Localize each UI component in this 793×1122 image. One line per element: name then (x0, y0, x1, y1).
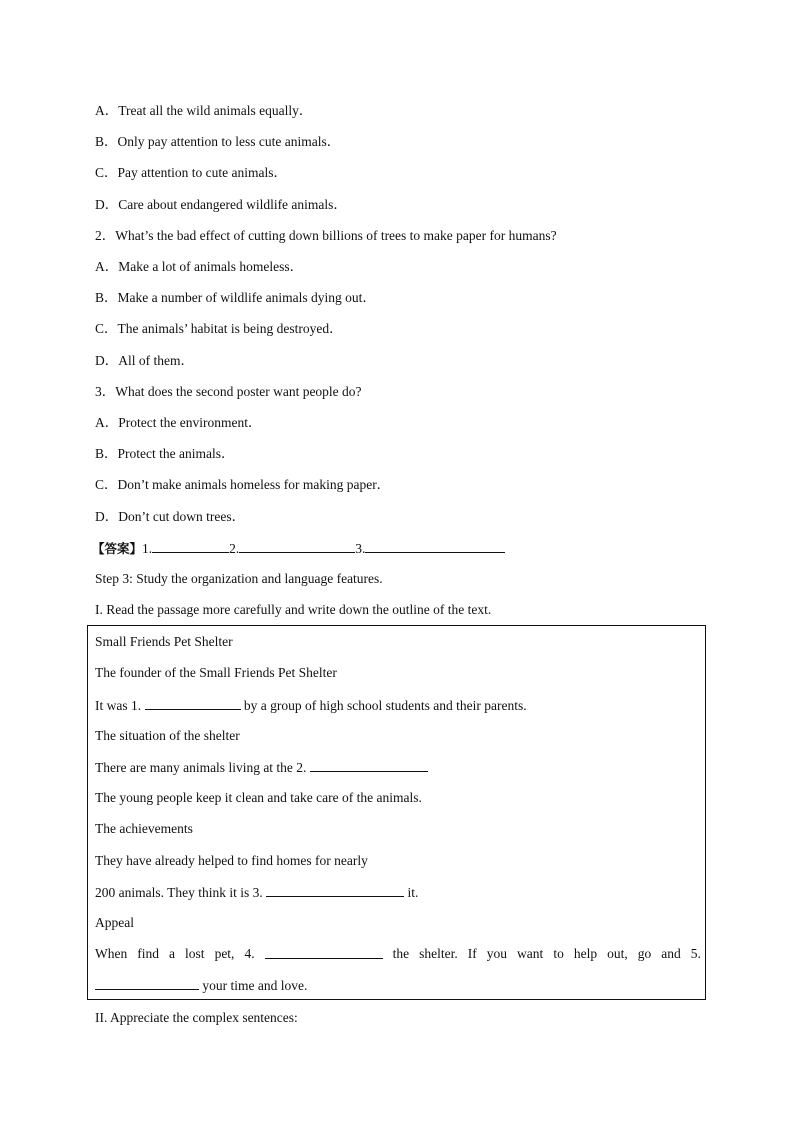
answer-number-3: 3. (355, 541, 366, 556)
appeal-word: the (392, 946, 410, 961)
founder-pre: It was 1. (95, 698, 142, 713)
step3-heading: Step 3: Study the organization and language features. (95, 571, 383, 586)
instruction-complex-sentences: II. Appreciate the complex sentences: (95, 1010, 298, 1025)
appeal-word: want (517, 946, 544, 961)
founder-heading: The founder of the Small Friends Pet Shelter (95, 665, 337, 680)
blank-4[interactable] (265, 945, 383, 959)
appeal-word: out, (607, 946, 628, 961)
instruction-outline: I. Read the passage more carefully and write down the outline of the text. (95, 602, 492, 617)
appeal-line-2 (95, 976, 307, 995)
answer-number-2: 2. (229, 541, 240, 556)
q2-option-a: A．Make a lot of animals homeless． (95, 259, 304, 274)
appeal-heading: Appeal (95, 915, 134, 930)
appeal-word: shelter. (419, 946, 458, 961)
appeal-word: you (486, 946, 508, 961)
outline-title: Small Friends Pet Shelter (95, 634, 233, 649)
appeal-word: pet, (214, 946, 235, 961)
appeal-word: a (169, 946, 176, 961)
achievements-post: it. (407, 885, 419, 900)
achievements-line-1: They have already helped to find homes for nearly (95, 853, 368, 868)
q2-option-b: B．Make a number of wildlife animals dying out． (95, 290, 376, 305)
q3-question: 3．What does the second poster want people do? (95, 384, 362, 399)
appeal-word: to (553, 946, 564, 961)
appeal-word: 4. (244, 946, 255, 961)
q1-option-d: D．Care about endangered wildlife animals． (95, 197, 347, 212)
q1-option-a: A．Treat all the wild animals equally． (95, 103, 313, 118)
blank-5[interactable] (95, 976, 199, 990)
q2-option-d: D．All of them． (95, 353, 194, 368)
q2-option-c: C．The animals’ habitat is being destroyed． (95, 321, 343, 336)
answer-blank-1[interactable] (152, 539, 229, 553)
situation-line-2: The young people keep it clean and take care of the animals. (95, 790, 422, 805)
q3-option-c: C．Don’t make animals homeless for making paper． (95, 477, 391, 492)
appeal-word: find (137, 946, 159, 961)
q3-option-a: A．Protect the environment． (95, 415, 262, 430)
situation-line-1 (95, 758, 428, 777)
answer-blank-2[interactable] (239, 539, 355, 553)
appeal-word: 5. (690, 946, 701, 961)
answer-label: 【答案】 (92, 541, 143, 556)
situation-pre: There are many animals living at the 2. (95, 760, 307, 775)
appeal-word: lost (185, 946, 205, 961)
achievements-line-2 (95, 883, 418, 902)
situation-heading: The situation of the shelter (95, 728, 240, 743)
q3-option-b: B．Protect the animals． (95, 446, 235, 461)
appeal-word: and (661, 946, 681, 961)
q1-option-c: C．Pay attention to cute animals． (95, 165, 287, 180)
answer-line (92, 539, 505, 558)
achievements-pre: 200 animals. They think it is 3. (95, 885, 263, 900)
appeal-end: your time and love. (202, 978, 308, 993)
answer-number-1: 1. (142, 541, 153, 556)
q1-option-b: B．Only pay attention to less cute animals． (95, 134, 341, 149)
achievements-heading: The achievements (95, 821, 193, 836)
appeal-word: help (573, 946, 598, 961)
founder-post: by a group of high school students and their parents. (243, 698, 527, 713)
appeal-word: go (637, 946, 652, 961)
blank-3[interactable] (266, 883, 404, 897)
q2-question: 2．What’s the bad effect of cutting down billions of trees to make paper for humans? (95, 228, 557, 243)
blank-2[interactable] (310, 758, 428, 772)
q3-option-d: D．Don’t cut down trees． (95, 509, 246, 524)
founder-line (95, 696, 527, 715)
blank-1[interactable] (145, 696, 241, 710)
appeal-word: When (95, 946, 128, 961)
answer-blank-3[interactable] (365, 539, 505, 553)
appeal-word: If (467, 946, 477, 961)
appeal-line-1 (95, 945, 701, 963)
